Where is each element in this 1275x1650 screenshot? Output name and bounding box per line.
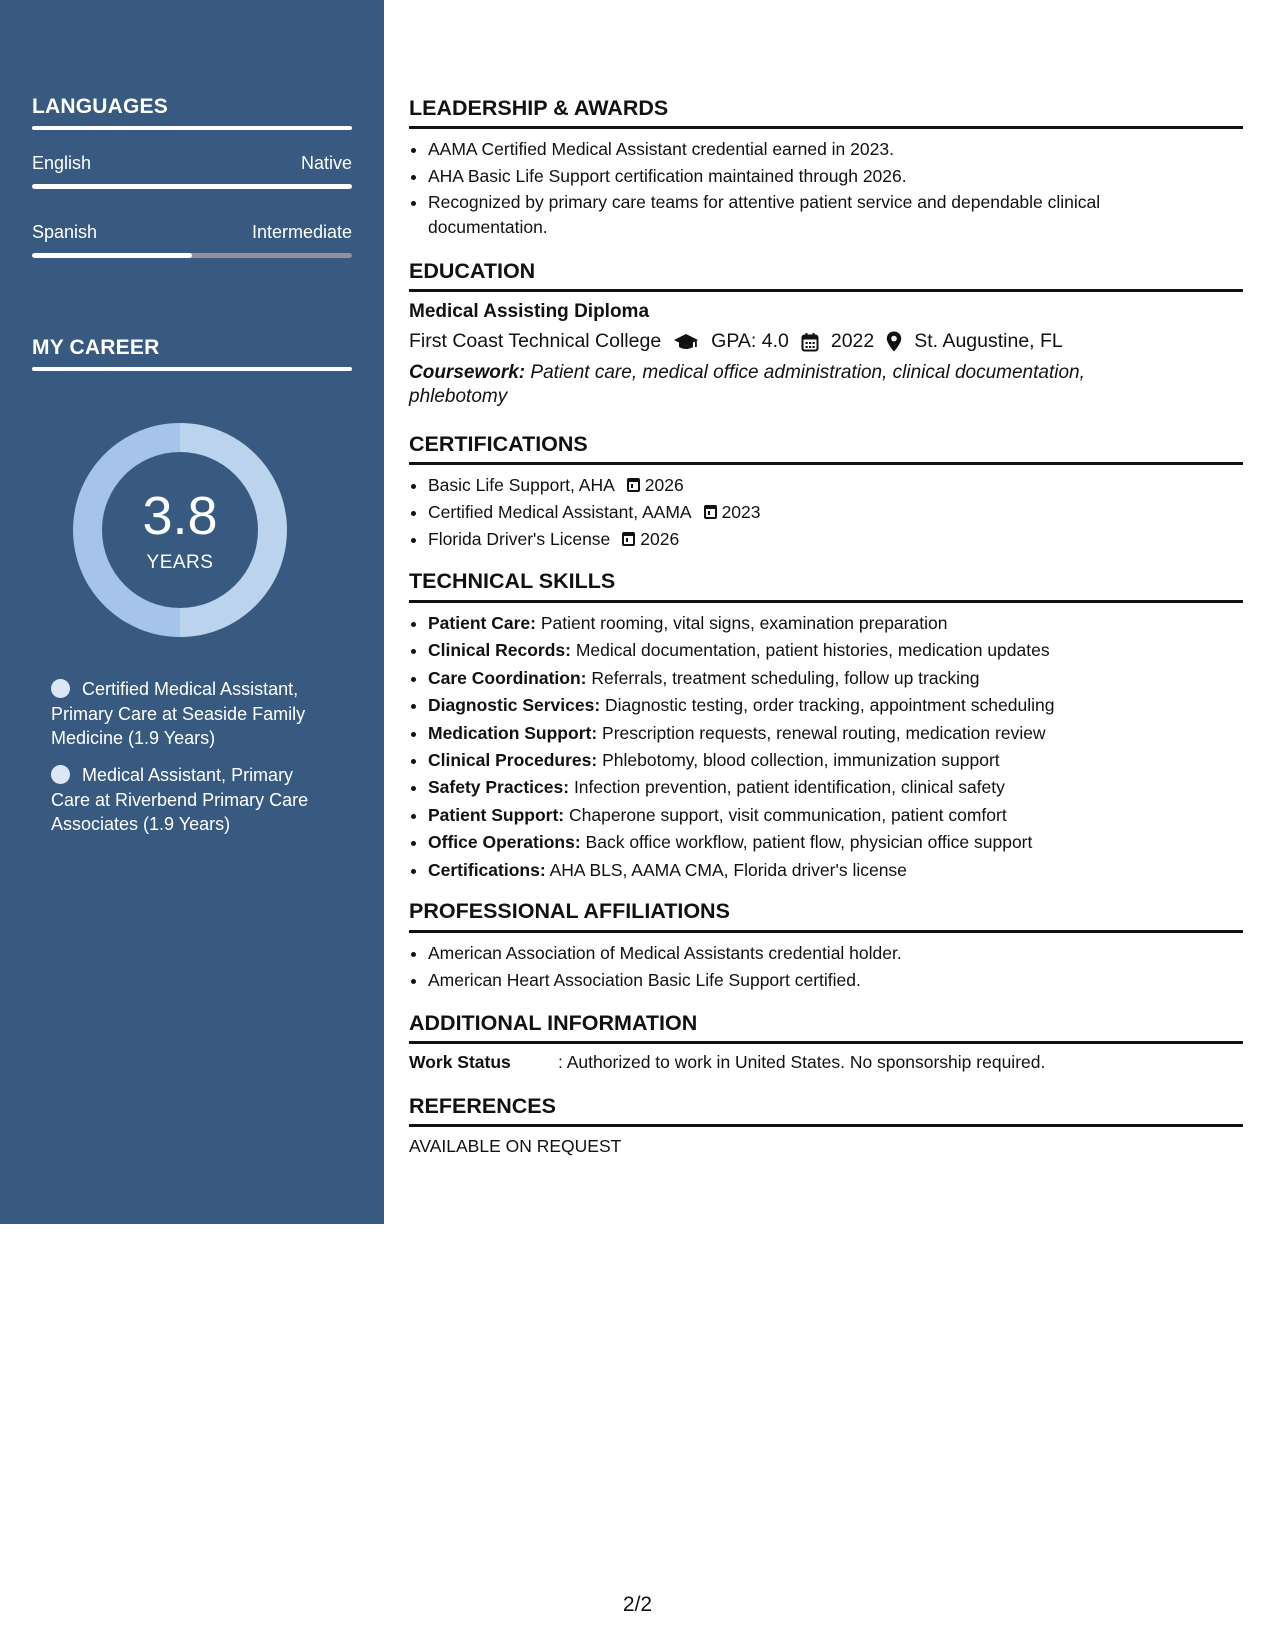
skill-label: Office Operations: — [428, 832, 581, 853]
skill-text: Phlebotomy, blood collection, immunization support — [602, 750, 1000, 771]
affiliations-divider — [409, 930, 1243, 933]
page-number: 2/2 — [622, 1593, 653, 1616]
career-role-item — [51, 677, 326, 751]
education-divider — [409, 289, 1243, 292]
language-bar-fill — [32, 253, 192, 258]
language-name: English — [32, 153, 92, 173]
coursework-label: Coursework: — [409, 362, 526, 383]
list-item — [428, 665, 1262, 692]
list-item: • Recognized by primary care teams for attentive patient service and dependable clinical documentation. — [428, 190, 1262, 240]
list-item — [428, 692, 1262, 719]
references-divider — [409, 1124, 1243, 1127]
skill-text: Prescription requests, renewal routing, medication review — [602, 722, 1046, 743]
list-item — [428, 637, 1262, 664]
calendar-icon — [622, 532, 635, 546]
work-status-row — [409, 1052, 1045, 1073]
map-pin-icon — [886, 331, 902, 352]
education-gpa: GPA: 4.0 — [711, 330, 789, 352]
certifications-list — [409, 472, 1262, 553]
list-item — [428, 747, 1262, 774]
leadership-heading: LEADERSHIP & AWARDS — [409, 96, 669, 120]
skill-label: Safety Practices: — [428, 777, 570, 798]
skill-label: Patient Support: — [428, 804, 565, 825]
references-heading: REFERENCES — [409, 1094, 556, 1118]
languages-heading: LANGUAGES — [32, 95, 168, 118]
skills-list — [409, 610, 1262, 884]
career-role-item — [51, 763, 326, 837]
skill-label: Certifications: — [428, 859, 546, 880]
list-item — [428, 802, 1262, 829]
education-degree: Medical Assisting Diploma — [409, 301, 650, 322]
education-year: 2022 — [830, 330, 875, 352]
career-divider — [32, 367, 352, 371]
education-location: St. Augustine, FL — [914, 330, 1063, 352]
education-heading: EDUCATION — [409, 259, 536, 283]
education-details — [409, 330, 1063, 353]
language-row-english — [32, 153, 352, 174]
education-school: First Coast Technical College — [409, 330, 662, 352]
leadership-divider — [409, 126, 1243, 129]
language-row-spanish — [32, 222, 352, 243]
certification-year: 2026 — [640, 529, 680, 549]
list-item — [428, 857, 1262, 884]
skill-label: Clinical Procedures: — [428, 750, 598, 771]
list-item — [428, 526, 1262, 553]
certification-name: Florida Driver's License — [428, 529, 611, 549]
career-role-text: Certified Medical Assistant, Primary Care at Seaside Family Medicine (1.9 Years) — [51, 679, 306, 748]
sidebar — [0, 0, 384, 1224]
graduation-cap-icon — [673, 332, 699, 352]
language-bar-spanish — [32, 253, 352, 258]
work-status-value: : Authorized to work in United States. No sponsorship required. — [558, 1052, 1046, 1072]
language-level: Native — [300, 153, 352, 173]
calendar-icon — [627, 478, 640, 492]
skill-text: Patient rooming, vital signs, examination preparation — [540, 613, 948, 633]
certifications-heading: CERTIFICATIONS — [409, 432, 588, 456]
language-level: Intermediate — [251, 222, 352, 242]
coursework-text: Patient care, medical office administration, clinical documentation, phlebotomy — [409, 362, 1085, 407]
skill-text: Diagnostic testing, order tracking, appointment scheduling — [605, 695, 1055, 716]
language-name: Spanish — [32, 222, 98, 242]
skill-text: AHA BLS, AAMA CMA, Florida driver's license — [549, 859, 907, 880]
career-dot-icon — [51, 765, 70, 784]
work-status-label: Work Status — [409, 1052, 511, 1072]
career-dot-icon — [51, 679, 70, 698]
career-heading: MY CAREER — [32, 336, 160, 359]
affiliations-list — [409, 940, 1262, 994]
skill-text: Infection prevention, patient identification, clinical safety — [573, 777, 1005, 798]
language-bar-fill — [32, 184, 352, 189]
career-donut-center — [66, 416, 294, 644]
additional-divider — [409, 1041, 1243, 1044]
language-bar-english — [32, 184, 352, 189]
certification-name: Basic Life Support, AHA — [428, 475, 615, 495]
skills-heading: TECHNICAL SKILLS — [409, 569, 616, 593]
skill-label: Diagnostic Services: — [428, 695, 601, 716]
references-text: AVAILABLE ON REQUEST — [409, 1136, 622, 1156]
calendar-icon — [704, 505, 717, 519]
skill-text: Referrals, treatment scheduling, follow up tracking — [591, 667, 980, 688]
list-item: • AHA Basic Life Support certification maintained through 2026. — [428, 163, 1262, 190]
education-coursework — [409, 361, 1169, 409]
certification-year: 2026 — [644, 475, 684, 495]
certification-name: Certified Medical Assistant, AAMA — [428, 502, 692, 522]
additional-heading: ADDITIONAL INFORMATION — [409, 1011, 698, 1035]
list-item — [428, 774, 1262, 801]
list-item — [428, 610, 1262, 637]
leadership-list — [409, 136, 1262, 240]
skill-text: Chaperone support, visit communication, patient comfort — [568, 804, 1007, 825]
list-item — [428, 472, 1262, 499]
skill-label: Patient Care: — [428, 613, 536, 633]
languages-divider — [32, 126, 352, 130]
list-item — [428, 829, 1262, 856]
career-total-years: 3.8 — [142, 486, 218, 546]
skills-divider — [409, 600, 1243, 603]
career-role-text: Medical Assistant, Primary Care at Riverbend Primary Care Associates (1.9 Years) — [51, 765, 309, 834]
skill-label: Clinical Records: — [428, 640, 571, 661]
list-item — [428, 720, 1262, 747]
skill-text: Medical documentation, patient histories, medication updates — [575, 640, 1050, 661]
list-item — [428, 499, 1262, 526]
skill-label: Care Coordination: — [428, 667, 587, 688]
certifications-divider — [409, 462, 1243, 465]
affiliations-heading: PROFESSIONAL AFFILIATIONS — [409, 899, 730, 923]
calendar-icon — [801, 332, 819, 352]
career-years-unit: YEARS — [146, 552, 214, 573]
skill-text: Back office workflow, patient flow, physician office support — [585, 832, 1033, 853]
skill-label: Medication Support: — [428, 722, 598, 743]
certification-year: 2023 — [721, 502, 761, 522]
list-item: • AAMA Certified Medical Assistant credential earned in 2023. — [428, 136, 1262, 163]
list-item: • American Association of Medical Assistants credential holder. — [428, 940, 1262, 967]
list-item: • American Heart Association Basic Life Support certified. — [428, 967, 1262, 994]
